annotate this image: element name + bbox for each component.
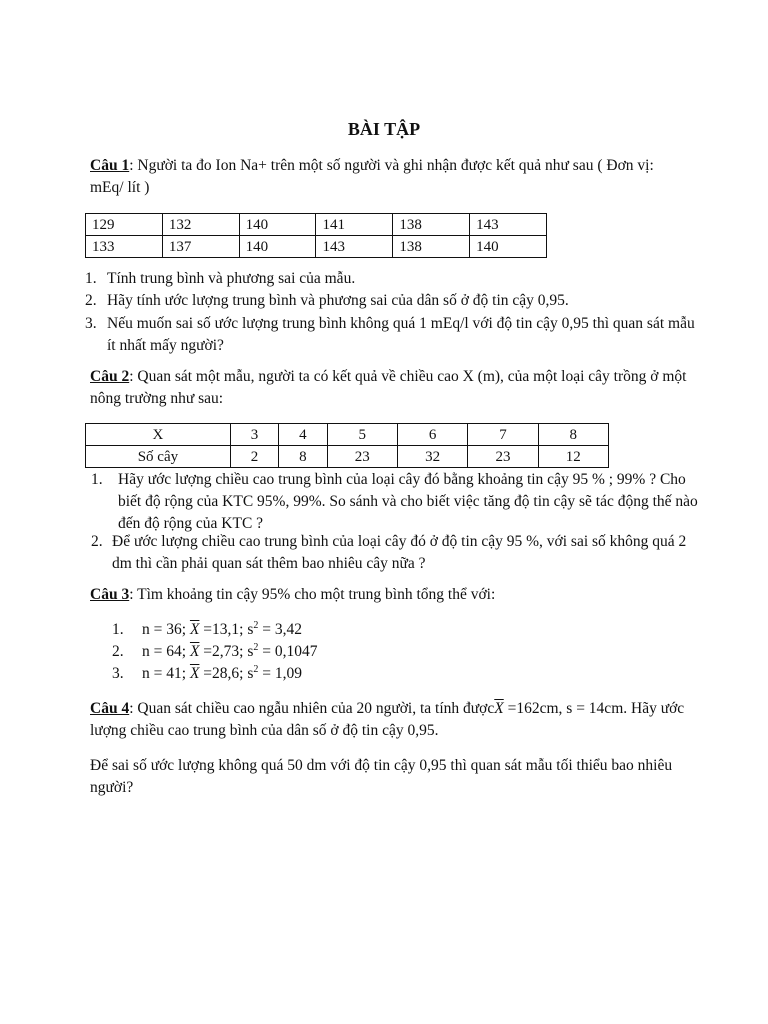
list-text: n = 36; $\overline{X} =13,1$; $s^2 = 3,42$ <box>142 619 302 638</box>
question-1-intro <box>90 155 690 199</box>
table-row <box>86 424 609 446</box>
list-text: Để ước lượng chiều cao trung bình của loại cây đó ở độ tin cậy 95 %, với sai số không quá 2 dm thì cần phải quan sát thêm bao nhiêu cây nữa ? <box>112 533 687 572</box>
question-2-label: Câu 2 <box>90 368 130 385</box>
question-2-intro <box>90 366 690 410</box>
table-cell: Số cây <box>86 446 231 468</box>
question-4-extra: Để sai số ước lượng không quá 50 dm với độ tin cậy 0,95 thì quan sát mẫu tối thiểu bao nhiêu người? <box>90 757 673 796</box>
question-1-table <box>85 213 547 258</box>
list-text: n = 64; $\overline{X} =2,73$; $s^2 = 0,1047$ <box>142 641 318 660</box>
table-row <box>86 236 547 258</box>
question-3-intro <box>90 584 690 606</box>
list-number: 3. <box>112 665 124 682</box>
table-cell: 8 <box>279 446 327 468</box>
table-cell: 5 <box>327 424 397 446</box>
list-number: 2. <box>112 643 124 660</box>
table-cell: 8 <box>538 424 608 446</box>
table-cell: 138 <box>393 236 470 258</box>
table-cell: 143 <box>470 214 547 236</box>
list-number: 1. <box>91 471 103 488</box>
page-title: BÀI TẬP <box>347 119 421 139</box>
question-1-text: : Người ta đo Ion Na+ trên một số người và ghi nhận được kết quả như sau ( Đơn vị: mEq/ lít ) <box>90 157 654 196</box>
table-cell: 143 <box>316 236 393 258</box>
question-4-text-a: : Quan sát chiều cao ngẫu nhiên của 20 người, ta tính được <box>129 700 495 717</box>
list-text: n = 41; $\overline{X} =28,6$; $s^2 = 1,09$ <box>142 663 302 682</box>
list-number: 3. <box>85 315 97 332</box>
table-cell: 129 <box>86 214 163 236</box>
table-cell: 32 <box>397 446 467 468</box>
question-4-text-b: =162cm, s = 14cm. Hãy ước lượng chiều cao trung bình của dân số ở độ tin cậy 0,95. <box>90 700 685 739</box>
list-number: 1. <box>85 270 97 287</box>
question-3-label: Câu 3 <box>90 586 130 603</box>
x-bar-symbol: $\overline{X}$ <box>189 643 200 660</box>
table-cell: 133 <box>86 236 163 258</box>
x-bar-symbol: $\overline{X}$ <box>189 665 200 682</box>
list-text: Hãy ước lượng chiều cao trung bình của loại cây đó bằng khoảng tin cậy 95 % ; 99% ? Cho biết độ rộng của KTC 95%, 99%. So sánh và cho biết việc tăng độ tin cậy sẽ tác động thế nào đến độ rộng của KTC ? <box>118 471 698 532</box>
table-row <box>86 446 609 468</box>
table-cell: 7 <box>468 424 538 446</box>
list-number: 1. <box>112 621 124 638</box>
table-cell: 141 <box>316 214 393 236</box>
question-2-table <box>85 423 609 468</box>
list-number: 2. <box>91 533 103 550</box>
list-text: Hãy tính ước lượng trung bình và phương sai của dân số ở độ tin cậy 0,95. <box>107 292 569 309</box>
table-row <box>86 214 547 236</box>
question-2-text: : Quan sát một mẫu, người ta có kết quả về chiều cao X (m), của một loại cây trồng ở một nông trường như sau: <box>90 368 687 407</box>
table-cell: 137 <box>162 236 239 258</box>
table-cell: 23 <box>468 446 538 468</box>
question-1-label: Câu 1 <box>90 157 130 174</box>
table-cell: X <box>86 424 231 446</box>
x-bar-symbol: $\overline{X}$ <box>494 700 504 717</box>
table-cell: 4 <box>279 424 327 446</box>
table-cell: 132 <box>162 214 239 236</box>
x-bar-symbol: $\overline{X}$ <box>189 621 200 638</box>
table-cell: 138 <box>393 214 470 236</box>
table-cell: 140 <box>239 236 316 258</box>
table-cell: 140 <box>239 214 316 236</box>
question-4-intro <box>90 698 695 742</box>
table-cell: 2 <box>230 446 278 468</box>
table-cell: 140 <box>470 236 547 258</box>
list-text: Tính trung bình và phương sai của mẫu. <box>107 270 356 287</box>
question-4-label: Câu 4 <box>90 700 130 717</box>
table-cell: 12 <box>538 446 608 468</box>
table-cell: 23 <box>327 446 397 468</box>
list-text: Nếu muốn sai số ước lượng trung bình không quá 1 mEq/l với độ tin cậy 0,95 thì quan sát mẫu ít nhất mấy người? <box>107 315 695 354</box>
list-number: 2. <box>85 292 97 309</box>
table-cell: 6 <box>397 424 467 446</box>
question-3-text: : Tìm khoảng tin cậy 95% cho một trung bình tổng thể với: <box>129 586 496 603</box>
table-cell: 3 <box>230 424 278 446</box>
